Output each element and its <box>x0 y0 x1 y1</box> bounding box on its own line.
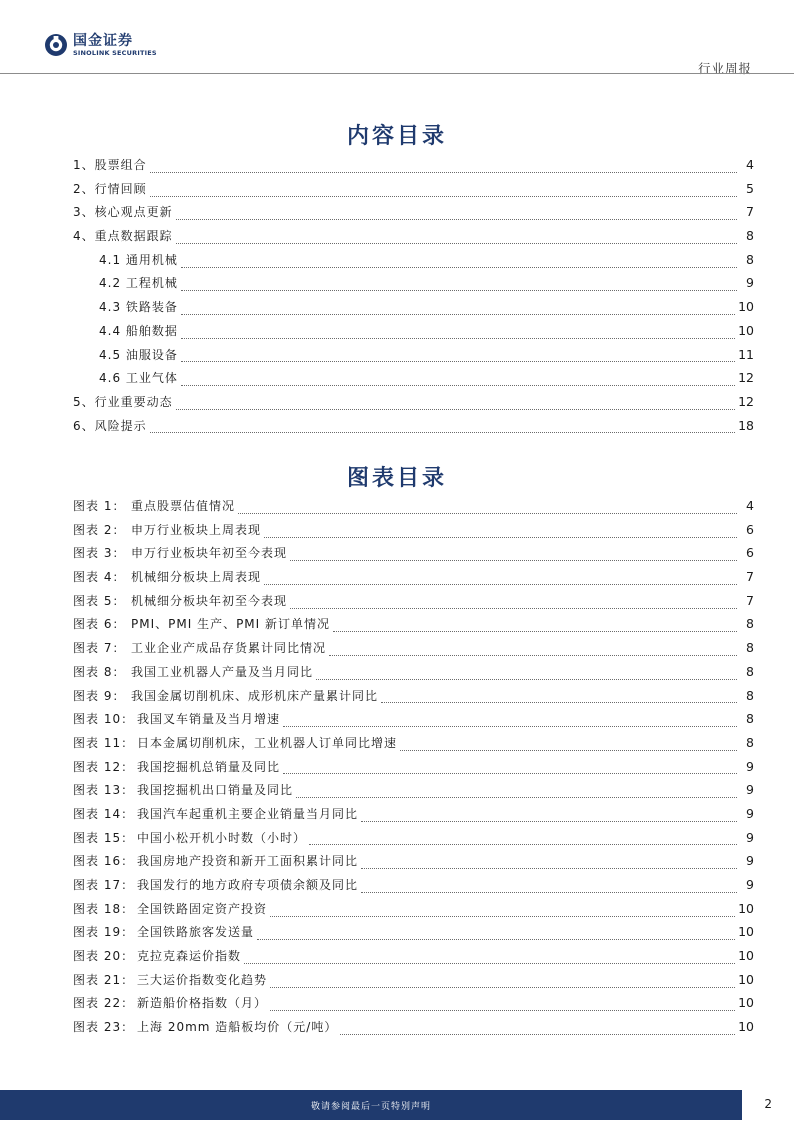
toc-entry-page: 12 <box>738 393 754 409</box>
figure-entry-page: 10 <box>738 948 754 964</box>
report-type-label: 行业周报 <box>697 61 752 76</box>
toc-entry-label: 3、核心观点更新 <box>73 205 173 220</box>
figure-entry-number: 图表 6： <box>73 617 126 632</box>
toc-entry-page: 8 <box>746 228 754 244</box>
dot-leader <box>309 843 737 845</box>
figure-entry-label: 机械细分板块年初至今表现 <box>131 593 288 608</box>
figure-entry-number: 图表 1： <box>73 499 126 513</box>
dot-leader <box>244 962 735 964</box>
figures-list <box>73 497 754 1042</box>
toc-entry-label: 2、行情回顾 <box>73 181 147 196</box>
dot-leader <box>296 796 737 798</box>
dot-leader <box>264 583 737 585</box>
figure-entry[interactable] <box>73 544 754 568</box>
figure-entry-number: 图表 12： <box>73 759 135 774</box>
toc-entry[interactable] <box>73 393 754 417</box>
toc-entry-page: 9 <box>746 275 754 291</box>
toc-entry-page: 12 <box>738 370 754 386</box>
logo-chinese-name: 国金证券 <box>73 32 133 49</box>
figure-entry[interactable] <box>73 923 754 947</box>
toc-entry-page: 7 <box>746 204 754 220</box>
figure-entry-label: 三大运价指数变化趋势 <box>137 972 268 987</box>
figure-entry[interactable] <box>73 734 754 758</box>
figure-entry-page: 6 <box>746 521 754 537</box>
figure-entry[interactable] <box>73 568 754 592</box>
toc-entry-label: 5、行业重要动态 <box>73 394 173 409</box>
figure-entry-label: 我国挖掘机总销量及同比 <box>137 759 281 774</box>
page-number: 2 <box>764 1097 772 1111</box>
figure-entry-number: 图表 16： <box>73 854 135 869</box>
figure-entry-number: 图表 22： <box>73 996 135 1011</box>
figure-entry-number: 图表 7： <box>73 641 126 656</box>
toc-entry-label: 4.5 油服设备 <box>99 347 178 362</box>
figure-entry-label: 新造船价格指数（月） <box>137 996 268 1011</box>
figure-entry-page: 8 <box>746 640 754 656</box>
figure-entry-label: 我国金属切削机床、成形机床产量累计同比 <box>131 688 379 703</box>
figure-entry-number: 图表 14： <box>73 806 135 821</box>
toc-entry-page: 10 <box>738 322 754 338</box>
dot-leader <box>181 313 735 315</box>
dot-leader <box>176 408 735 410</box>
company-logo <box>44 33 157 57</box>
figure-entry-page: 7 <box>746 592 754 608</box>
figure-entry-label: 全国铁路固定资产投资 <box>137 901 268 916</box>
figure-entry[interactable] <box>73 710 754 734</box>
figure-entry-page: 9 <box>746 758 754 774</box>
figure-entry-label: 工业企业产成品存货累计同比情况 <box>131 641 327 656</box>
figure-entry[interactable] <box>73 900 754 924</box>
dot-leader <box>264 536 737 538</box>
figure-entry-number: 图表 9： <box>73 688 126 703</box>
toc-entry[interactable] <box>73 369 754 393</box>
toc-entry[interactable] <box>73 203 754 227</box>
figure-entry-page: 8 <box>746 711 754 727</box>
dot-leader <box>257 938 735 940</box>
toc-entry[interactable] <box>73 298 754 322</box>
dot-leader <box>181 266 737 268</box>
figure-entry-page: 10 <box>738 1019 754 1035</box>
toc-entry[interactable] <box>73 227 754 251</box>
dot-leader <box>150 431 735 433</box>
figure-entry-page: 4 <box>746 498 754 513</box>
figure-entry-label: 我国工业机器人产量及当月同比 <box>131 664 314 679</box>
figure-entry[interactable] <box>73 687 754 711</box>
toc-entry-page: 18 <box>738 417 754 433</box>
figure-entry[interactable] <box>73 994 754 1018</box>
figure-entry[interactable] <box>73 781 754 805</box>
dot-leader <box>381 701 737 703</box>
figure-entry[interactable] <box>73 758 754 782</box>
figure-entry[interactable] <box>73 521 754 545</box>
dot-leader <box>176 218 737 220</box>
figure-entry-label: 全国铁路旅客发送量 <box>137 925 255 940</box>
figure-entry[interactable] <box>73 639 754 663</box>
figure-entry-page: 10 <box>738 995 754 1011</box>
figure-entry[interactable] <box>73 1018 754 1042</box>
dot-leader <box>290 559 737 561</box>
toc-entry-label: 6、风险提示 <box>73 418 147 433</box>
footer-disclaimer: 敬请参阅最后一页特别声明 <box>310 1102 431 1112</box>
toc-entry[interactable] <box>73 156 754 180</box>
figure-entry-number: 图表 13： <box>73 783 135 798</box>
dot-leader <box>150 195 737 197</box>
figure-entry-label: 日本金属切削机床，工业机器人订单同比增速 <box>137 735 398 750</box>
dot-leader <box>400 749 737 751</box>
figure-entry-number: 图表 11： <box>73 735 135 750</box>
contents-title: 内容目录 <box>346 123 447 149</box>
figure-entry-number: 图表 8： <box>73 664 126 679</box>
figure-entry-page: 9 <box>746 877 754 892</box>
figure-entry-page: 8 <box>746 687 754 703</box>
toc-entry-page: 4 <box>746 157 754 172</box>
figure-entry-page: 9 <box>746 805 754 821</box>
contents-list <box>73 156 754 440</box>
dot-leader <box>361 867 737 869</box>
dot-leader <box>270 915 735 917</box>
header-divider <box>0 73 794 74</box>
figure-entry-page: 7 <box>746 569 754 585</box>
figure-entry-page: 8 <box>746 734 754 750</box>
figure-entry-number: 图表 4： <box>73 570 126 585</box>
toc-entry[interactable] <box>73 180 754 204</box>
figure-entry-number: 图表 20： <box>73 949 135 964</box>
figure-entry-label: 我国挖掘机出口销量及同比 <box>137 783 294 798</box>
figure-entry-label: 机械细分板块上周表现 <box>131 570 262 585</box>
toc-entry[interactable] <box>73 274 754 298</box>
figure-entry-number: 图表 5： <box>73 593 126 608</box>
figure-entry-number: 图表 19： <box>73 925 135 940</box>
dot-leader <box>176 242 737 244</box>
figure-entry[interactable] <box>73 876 754 900</box>
dot-leader <box>290 607 737 609</box>
figure-entry[interactable] <box>73 615 754 639</box>
figure-entry[interactable] <box>73 852 754 876</box>
toc-entry-page: 5 <box>746 180 754 196</box>
logo-english-name: SINOLINK SECURITIES <box>73 48 157 57</box>
dot-leader <box>340 1033 735 1035</box>
figure-entry-page: 9 <box>746 782 754 798</box>
figure-entry-label: 申万行业板块年初至今表现 <box>131 546 288 561</box>
figure-entry-page: 9 <box>746 829 754 845</box>
dot-leader <box>333 630 737 632</box>
figure-entry-number: 图表 3： <box>73 546 126 561</box>
figure-entry-label: 上海 20mm 造船板均价（元/吨） <box>137 1020 338 1035</box>
figure-entry-number: 图表 15： <box>73 830 135 845</box>
figure-entry-page: 9 <box>746 853 754 869</box>
toc-entry-label: 1、股票组合 <box>73 158 147 172</box>
dot-leader <box>181 384 735 386</box>
toc-entry[interactable] <box>73 417 754 441</box>
figure-entry-label: 我国发行的地方政府专项债余额及同比 <box>137 878 359 892</box>
toc-entry[interactable] <box>73 346 754 370</box>
dot-leader <box>181 337 735 339</box>
figure-entry-label: 我国叉车销量及当月增速 <box>137 712 281 727</box>
figure-entry[interactable] <box>73 497 754 521</box>
figure-entry[interactable] <box>73 592 754 616</box>
toc-entry[interactable] <box>73 322 754 346</box>
figure-entry[interactable] <box>73 971 754 995</box>
toc-entry-label: 4、重点数据跟踪 <box>73 229 173 244</box>
toc-entry-page: 8 <box>746 251 754 267</box>
figure-entry-page: 10 <box>738 924 754 940</box>
figure-entry-label: 我国房地产投资和新开工面积累计同比 <box>137 854 359 869</box>
figure-entry-label: 重点股票估值情况 <box>131 499 236 513</box>
figure-entry-number: 图表 21： <box>73 972 135 987</box>
dot-leader <box>361 820 737 822</box>
figure-entry-number: 图表 17： <box>73 878 135 892</box>
dot-leader <box>283 772 737 774</box>
figure-entry-page: 10 <box>738 971 754 987</box>
toc-entry-label: 4.3 铁路装备 <box>99 300 178 315</box>
sinolink-logo-icon <box>44 33 68 57</box>
toc-entry-label: 4.1 通用机械 <box>99 252 178 267</box>
figure-entry[interactable] <box>73 947 754 971</box>
toc-entry-page: 10 <box>738 299 754 315</box>
figure-entry-number: 图表 10： <box>73 712 135 727</box>
dot-leader <box>329 654 737 656</box>
dot-leader <box>150 171 737 173</box>
toc-entry-label: 4.2 工程机械 <box>99 276 178 291</box>
figure-entry-page: 10 <box>738 900 754 916</box>
figure-entry-number: 图表 18： <box>73 901 135 916</box>
dot-leader <box>238 512 737 514</box>
figure-entry-label: PMI、PMI 生产、PMI 新订单情况 <box>131 617 331 632</box>
dot-leader <box>181 289 737 291</box>
figure-entry-label: 我国汽车起重机主要企业销量当月同比 <box>137 806 359 821</box>
figure-entry-label: 申万行业板块上周表现 <box>131 522 262 537</box>
dot-leader <box>270 986 735 988</box>
figure-entry[interactable] <box>73 829 754 853</box>
figure-entry[interactable] <box>73 805 754 829</box>
toc-entry-label: 4.6 工业气体 <box>99 371 178 386</box>
toc-entry-label: 4.4 船舶数据 <box>99 323 178 338</box>
figure-entry-label: 克拉克森运价指数 <box>137 949 242 964</box>
figure-entry-number: 图表 23： <box>73 1020 135 1035</box>
figures-title: 图表目录 <box>346 465 447 491</box>
toc-entry[interactable] <box>73 251 754 275</box>
dot-leader <box>316 678 737 680</box>
dot-leader <box>283 725 737 727</box>
figure-entry-number: 图表 2： <box>73 522 126 537</box>
figure-entry[interactable] <box>73 663 754 687</box>
figure-entry-page: 8 <box>746 616 754 632</box>
figure-entry-label: 中国小松开机小时数（小时） <box>137 830 307 845</box>
toc-entry-page: 11 <box>738 346 754 362</box>
dot-leader <box>181 360 735 362</box>
dot-leader <box>270 1009 735 1011</box>
figure-entry-page: 6 <box>746 545 754 561</box>
figure-entry-page: 8 <box>746 663 754 679</box>
dot-leader <box>361 891 737 893</box>
